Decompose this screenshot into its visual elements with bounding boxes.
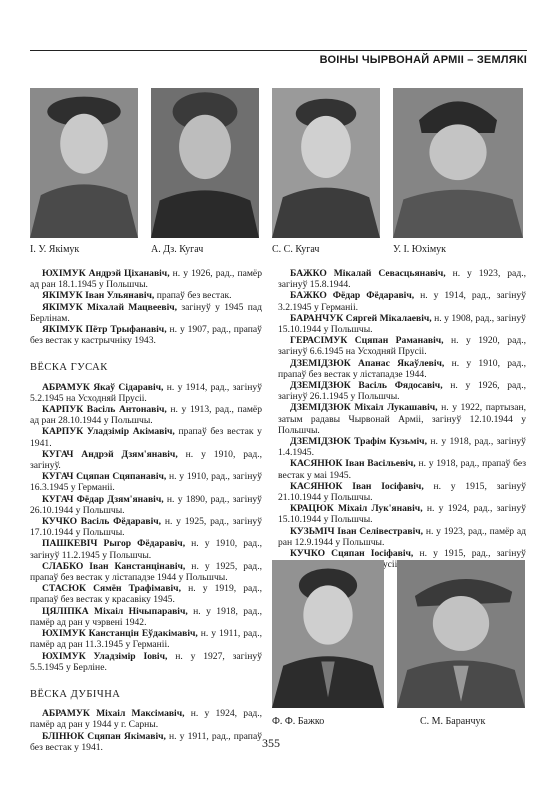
portrait-photo-3 xyxy=(272,88,380,238)
list-item: КАСЯНЮК Іван Васільевіч, н. у 1918, рад., прапаў без вестак у маі 1945. xyxy=(278,458,526,481)
header-rule xyxy=(30,50,527,51)
portrait-photo-5 xyxy=(272,560,384,708)
list-item: ЦЯЛІПКА Міхаіл Нічыпаравіч, н. у 1918, рад., памёр ад ран у чэрвені 1942. xyxy=(30,605,262,628)
list-item: ЯКІМУК Іван Ульянавіч, прапаў без вестак. xyxy=(42,290,232,302)
section-title-gusak: ВЁСКА ГУСАК xyxy=(30,362,108,374)
list-item: КРАЦЮК Міхаіл Лук'янавіч, н. у 1924, рад., загінуў 15.10.1944 у Польшчы. xyxy=(278,503,526,526)
photo-caption-6: С. М. Баранчук xyxy=(420,716,486,727)
portrait-photo-4 xyxy=(393,88,523,238)
list-item: АБРАМУК Міхаіл Максімавіч, н. у 1924, рад., памёр ад ран у 1944 у г. Сарны. xyxy=(30,708,263,731)
list-item: ПАШКЕВІЧ Рыгор Фёдаравіч, н. у 1910, рад., загінуў 11.2.1945 у Польшчы. xyxy=(30,538,262,561)
list-item: ЮХІМУК Уладзімір Іовіч, н. у 1927, загінуў 5.5.1945 у Берліне. xyxy=(30,650,262,673)
photo-caption-2: А. Дз. Кугач xyxy=(151,244,204,255)
page-number: 355 xyxy=(262,736,280,750)
right-column xyxy=(278,268,526,570)
list-item: КУЧКО Васіль Фёдаравіч, н. у 1925, рад., загінуў 17.10.1944 у Польшчы. xyxy=(30,516,262,539)
list-item: КУГАЧ Андрэй Дзям'янавіч, н. у 1910, рад., загінуў. xyxy=(30,448,262,472)
list-item: ЯКІМУК Пётр Трыфанавіч, н. у 1907, рад., прапаў без вестак у кастрычніку 1943. xyxy=(30,324,262,347)
list-item: ГЕРАСІМУК Сцяпан Раманавіч, н. у 1920, рад., загінуў 6.6.1945 на Усходняй Прусіі. xyxy=(278,335,527,358)
portrait-photo-1 xyxy=(30,88,138,238)
list-item: КУЧКО Сцяпан Іосіфавіч, н. у 1915, рад., загінуў Прусіі. xyxy=(290,548,526,571)
list-item: КУГАЧ Сцяпан Сцяпанавіч, н. у 1910, рад., загінуў 16.3.1945 у Германіі. xyxy=(30,471,262,494)
list-item: ЯКІМУК Міхалай Мацвеевіч, загінуў у 1945 пад Берлінам. xyxy=(30,301,262,324)
list-item: БАЖКО Фёдар Фёдаравіч, н. у 1914, рад., загінуў 3.2.1945 у Германіі. xyxy=(278,290,526,313)
portrait-photo-6 xyxy=(397,560,525,708)
left-column xyxy=(30,268,262,753)
photo-caption-3: С. С. Кугач xyxy=(272,244,320,255)
list-item: СТАСЮК Сямён Трафімавіч, н. у 1919, рад., прапаў без вестак у красавіку 1945. xyxy=(30,583,262,606)
list-item: ДЗЕМІДЗЮК Міхаіл Лукашавіч, н. у 1922, партызан, затым радавы Чырвонай Арміі, загінуў 12.10.1944 у Польшчы. xyxy=(278,402,526,436)
running-header: ВОІНЫ ЧЫРВОНАЙ АРМІІ – ЗЕМЛЯКІ xyxy=(319,54,527,66)
photo-caption-5: Ф. Ф. Бажко xyxy=(272,716,325,727)
list-item: ДЗЕМІДЗЮК Апанас Якаўлевіч, н. у 1910, рад., прапаў без вестак у лістападзе 1944. xyxy=(278,357,526,380)
list-item: СЛАБКО Іван Канстанцінавіч, н. у 1925, рад., прапаў без вестак у лістападзе 1944 у Польшчы. xyxy=(30,560,262,584)
list-item: КУГАЧ Фёдар Дзям'янавіч, н. у 1890, рад., загінуў 26.10.1944 у Польшчы. xyxy=(30,493,262,516)
list-item: АБРАМУК Якаў Сідаравіч, н. у 1914, рад., загінуў 5.2.1945 на Усходняй Прусіі. xyxy=(30,381,262,404)
list-item: БАРАНЧУК Сяргей Мікалаевіч, н. у 1908, рад., загінуў 15.10.1944 у Польшчы. xyxy=(278,312,526,336)
photo-caption-4: У. І. Юхімук xyxy=(393,244,447,255)
list-item: ДЗЕМІДЗЮК Васіль Фядосавіч, н. у 1926, рад., загінуў 26.1.1945 у Польшчы. xyxy=(278,380,526,403)
list-item: ЮХІМУК Андрэй Ціханавіч, н. у 1926, рад., памёр ад ран 18.1.1945 у Польшчы. xyxy=(30,268,262,291)
list-item: КАСЯНЮК Іван Іосіфавіч, н. у 1915, загінуў 21.10.1944 у Польшчы. xyxy=(278,480,526,504)
list-item: КУЗЬМІЧ Іван Селівестравіч, н. у 1923, рад., памёр ад ран 12.9.1944 у Польшчы. xyxy=(278,525,526,548)
list-item: ЮХІМУК Канстанцін Еўдакімавіч, н. у 1911, рад., памёр ад ран 11.3.1945 у Германіі. xyxy=(30,628,262,651)
portrait-photo-2 xyxy=(151,88,259,238)
photo-caption-1: І. У. Якімук xyxy=(30,244,80,255)
list-item: ДЗЕМІДЗЮК Трафім Кузьміч, н. у 1918, рад., загінуў 1.4.1945. xyxy=(278,436,526,459)
list-item: КАРПУК Васіль Антонавіч, н. у 1913, рад., памёр ад ран 28.10.1944 у Польшчы. xyxy=(30,404,262,427)
list-item: КАРПУК Уладзімір Акімавіч, прапаў без вестак у 1941. xyxy=(30,426,262,449)
list-item: БЛІНЮК Сцяпан Якімавіч, н. у 1911, рад., прапаў без вестак у 1941. xyxy=(30,730,262,753)
list-item: БАЖКО Мікалай Севасцьянавіч, н. у 1923, рад., загінуў 15.8.1944. xyxy=(278,268,526,291)
section-title-dubichna: ВЁСКА ДУБІЧНА xyxy=(30,688,121,700)
